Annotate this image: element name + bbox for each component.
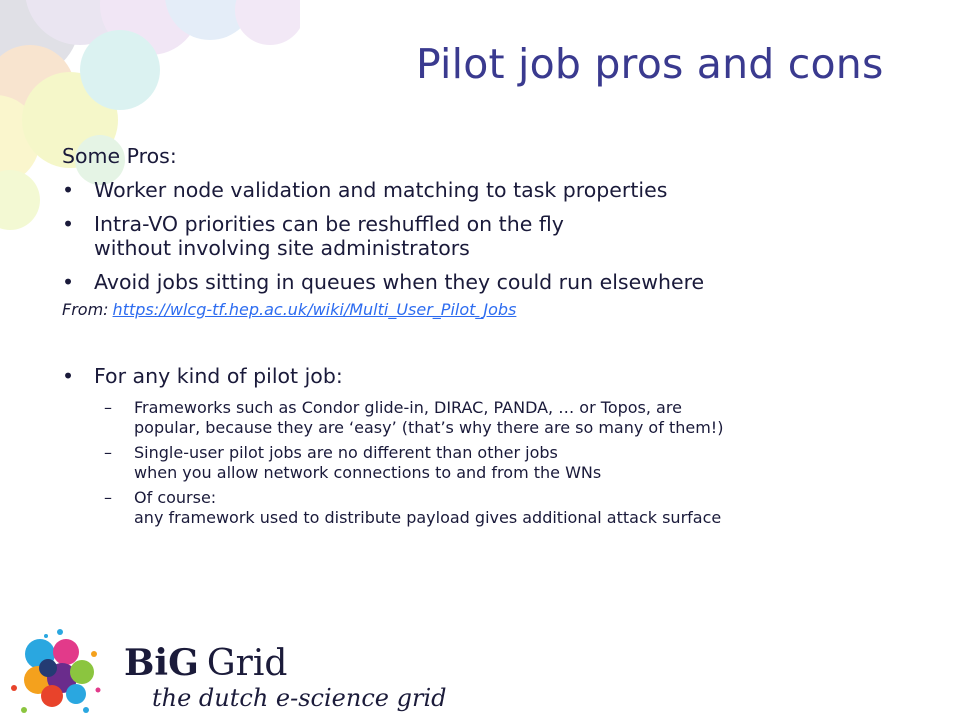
- source-citation: [62, 300, 942, 320]
- dash-glyph: –: [104, 443, 112, 462]
- any-pilot-heading: For any kind of pilot job:: [94, 364, 343, 388]
- logo-tagline: the dutch e-science grid: [152, 684, 447, 712]
- pros-item: [62, 212, 942, 260]
- sub-item-text: Of course:: [134, 488, 217, 507]
- sub-item-text: Single-user pilot jobs are no different than other jobs: [134, 443, 558, 462]
- sub-item-text: popular, because they are ‘easy’ (that’s why there are so many of them!): [134, 418, 724, 437]
- sub-item-text: any framework used to distribute payload gives additional attack surface: [134, 508, 722, 527]
- pros-item-text: Intra-VO priorities can be reshuffled on the fly: [94, 212, 564, 236]
- bullet-glyph: •: [62, 270, 75, 294]
- bullet-glyph: •: [62, 364, 75, 388]
- sub-item-text: Frameworks such as Condor glide-in, DIRAC, PANDA, … or Topos, are: [134, 398, 682, 417]
- pros-heading: Some Pros:: [62, 144, 177, 168]
- logo-word-big: BiG: [124, 642, 199, 684]
- sub-item: [104, 443, 942, 483]
- source-link[interactable]: https://wlcg-tf.hep.ac.uk/wiki/Multi_User_Pilot_Jobs: [112, 300, 517, 319]
- bullet-glyph: •: [62, 212, 75, 236]
- bullet-glyph: •: [62, 178, 75, 202]
- slide-content: [62, 144, 942, 533]
- pros-item-text: Worker node validation and matching to task properties: [94, 178, 668, 202]
- dash-glyph: –: [104, 398, 112, 417]
- pros-item-text: Avoid jobs sitting in queues when they could run elsewhere: [94, 270, 705, 294]
- any-pilot-item: [62, 364, 942, 388]
- sub-item-text: when you allow network connections to and from the WNs: [134, 463, 602, 482]
- slide-title: Pilot job pros and cons: [416, 40, 884, 88]
- dash-glyph: –: [104, 488, 112, 507]
- logo-wordmark: [124, 642, 287, 684]
- source-label: From:: [62, 300, 109, 319]
- pros-item-text: without involving site administrators: [94, 236, 470, 260]
- pros-item: [62, 178, 942, 202]
- pros-item: [62, 270, 942, 294]
- sub-list: [104, 398, 942, 528]
- logo-word-grid: Grid: [206, 643, 288, 684]
- sub-item: [104, 488, 942, 528]
- sub-item: [104, 398, 942, 438]
